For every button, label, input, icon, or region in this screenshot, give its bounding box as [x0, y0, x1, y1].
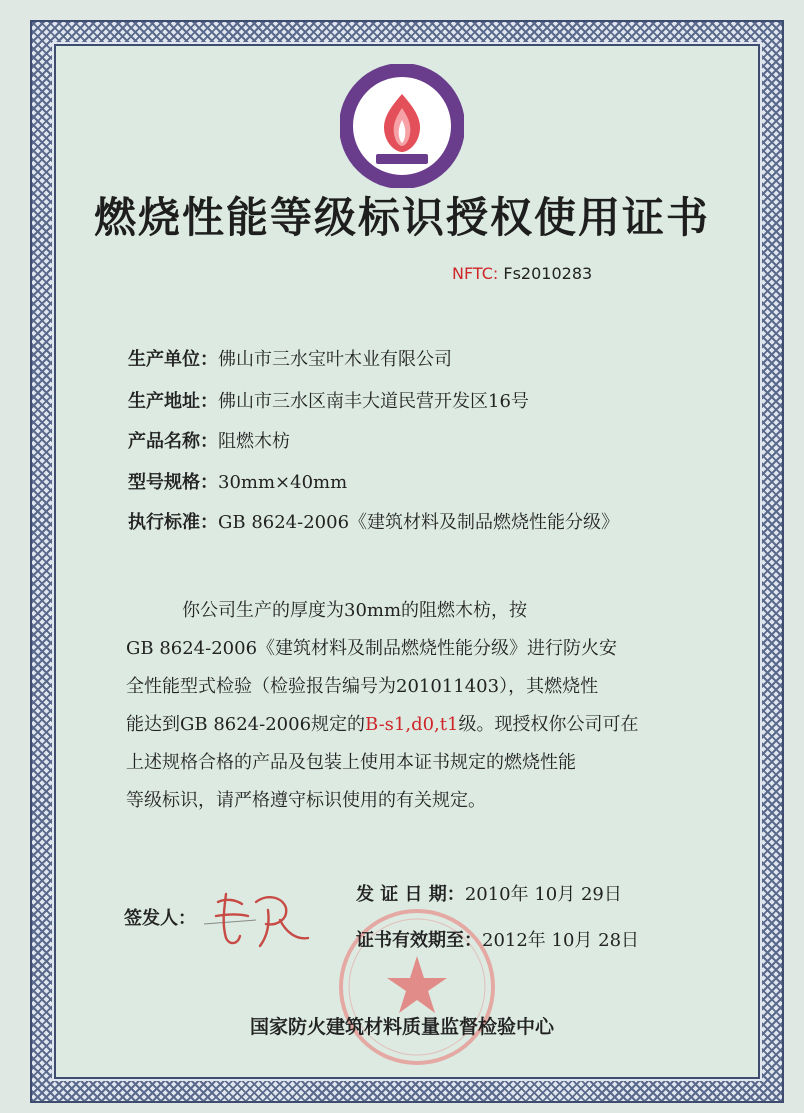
issuing-authority: 国家防火建筑材料质量监督检验中心 — [249, 1016, 554, 1038]
info-row-spec — [128, 468, 347, 494]
certificate-number-value: Fs2010283 — [503, 264, 593, 283]
certificate-number-label: NFTC: — [452, 264, 499, 283]
issue-date-label: 发 证 日 期： — [356, 884, 465, 905]
valid-until — [356, 926, 639, 952]
authorization-text — [126, 592, 666, 820]
info-label: 生产地址： — [128, 391, 218, 412]
info-value: 30mm×40mm — [218, 472, 348, 493]
certificate-title: 燃烧性能等级标识授权使用证书 — [93, 193, 710, 242]
info-label: 产品名称： — [128, 431, 218, 452]
issuer-label: 签发人： — [124, 908, 196, 929]
certificate-number — [452, 264, 592, 283]
center-logo-icon — [340, 64, 464, 188]
body-line: GB 8624-2006《建筑材料及制品燃烧性能分级》进行防火安 — [126, 638, 618, 659]
valid-until-value: 2012年 10月 28日 — [482, 930, 640, 951]
body-line: 全性能型式检验（检验报告编号为201011403），其燃烧性 — [126, 676, 599, 697]
info-row-address — [128, 387, 529, 413]
body-line-post: 级。现授权你公司可在 — [458, 714, 639, 735]
body-line: 你公司生产的厚度为30mm的阻燃木枋，按 — [182, 600, 528, 621]
issue-date-value: 2010年 10月 29日 — [464, 884, 622, 905]
fire-grade: B-s1,d0,t1 — [365, 714, 459, 735]
info-value: 阻燃木枋 — [218, 431, 290, 452]
handwritten-signature — [196, 880, 316, 960]
body-line — [126, 706, 666, 744]
info-label: 执行标准： — [128, 512, 218, 533]
body-line: 等级标识，请严格遵守标识使用的有关规定。 — [126, 790, 486, 811]
info-label: 生产单位： — [128, 349, 218, 370]
info-value: GB 8624-2006《建筑材料及制品燃烧性能分级》 — [218, 512, 620, 533]
info-row-standard — [128, 508, 619, 534]
info-label: 型号规格： — [128, 472, 218, 493]
info-row-manufacturer — [128, 345, 452, 371]
body-line-pre: 能达到GB 8624-2006规定的 — [126, 714, 366, 735]
info-value: 佛山市三水区南丰大道民营开发区16号 — [218, 391, 529, 412]
issue-date — [356, 880, 622, 906]
info-value: 佛山市三水宝叶木业有限公司 — [218, 349, 452, 370]
body-line: 上述规格合格的产品及包装上使用本证书规定的燃烧性能 — [126, 752, 576, 773]
valid-until-label: 证书有效期至： — [356, 930, 482, 951]
info-row-product — [128, 427, 290, 453]
